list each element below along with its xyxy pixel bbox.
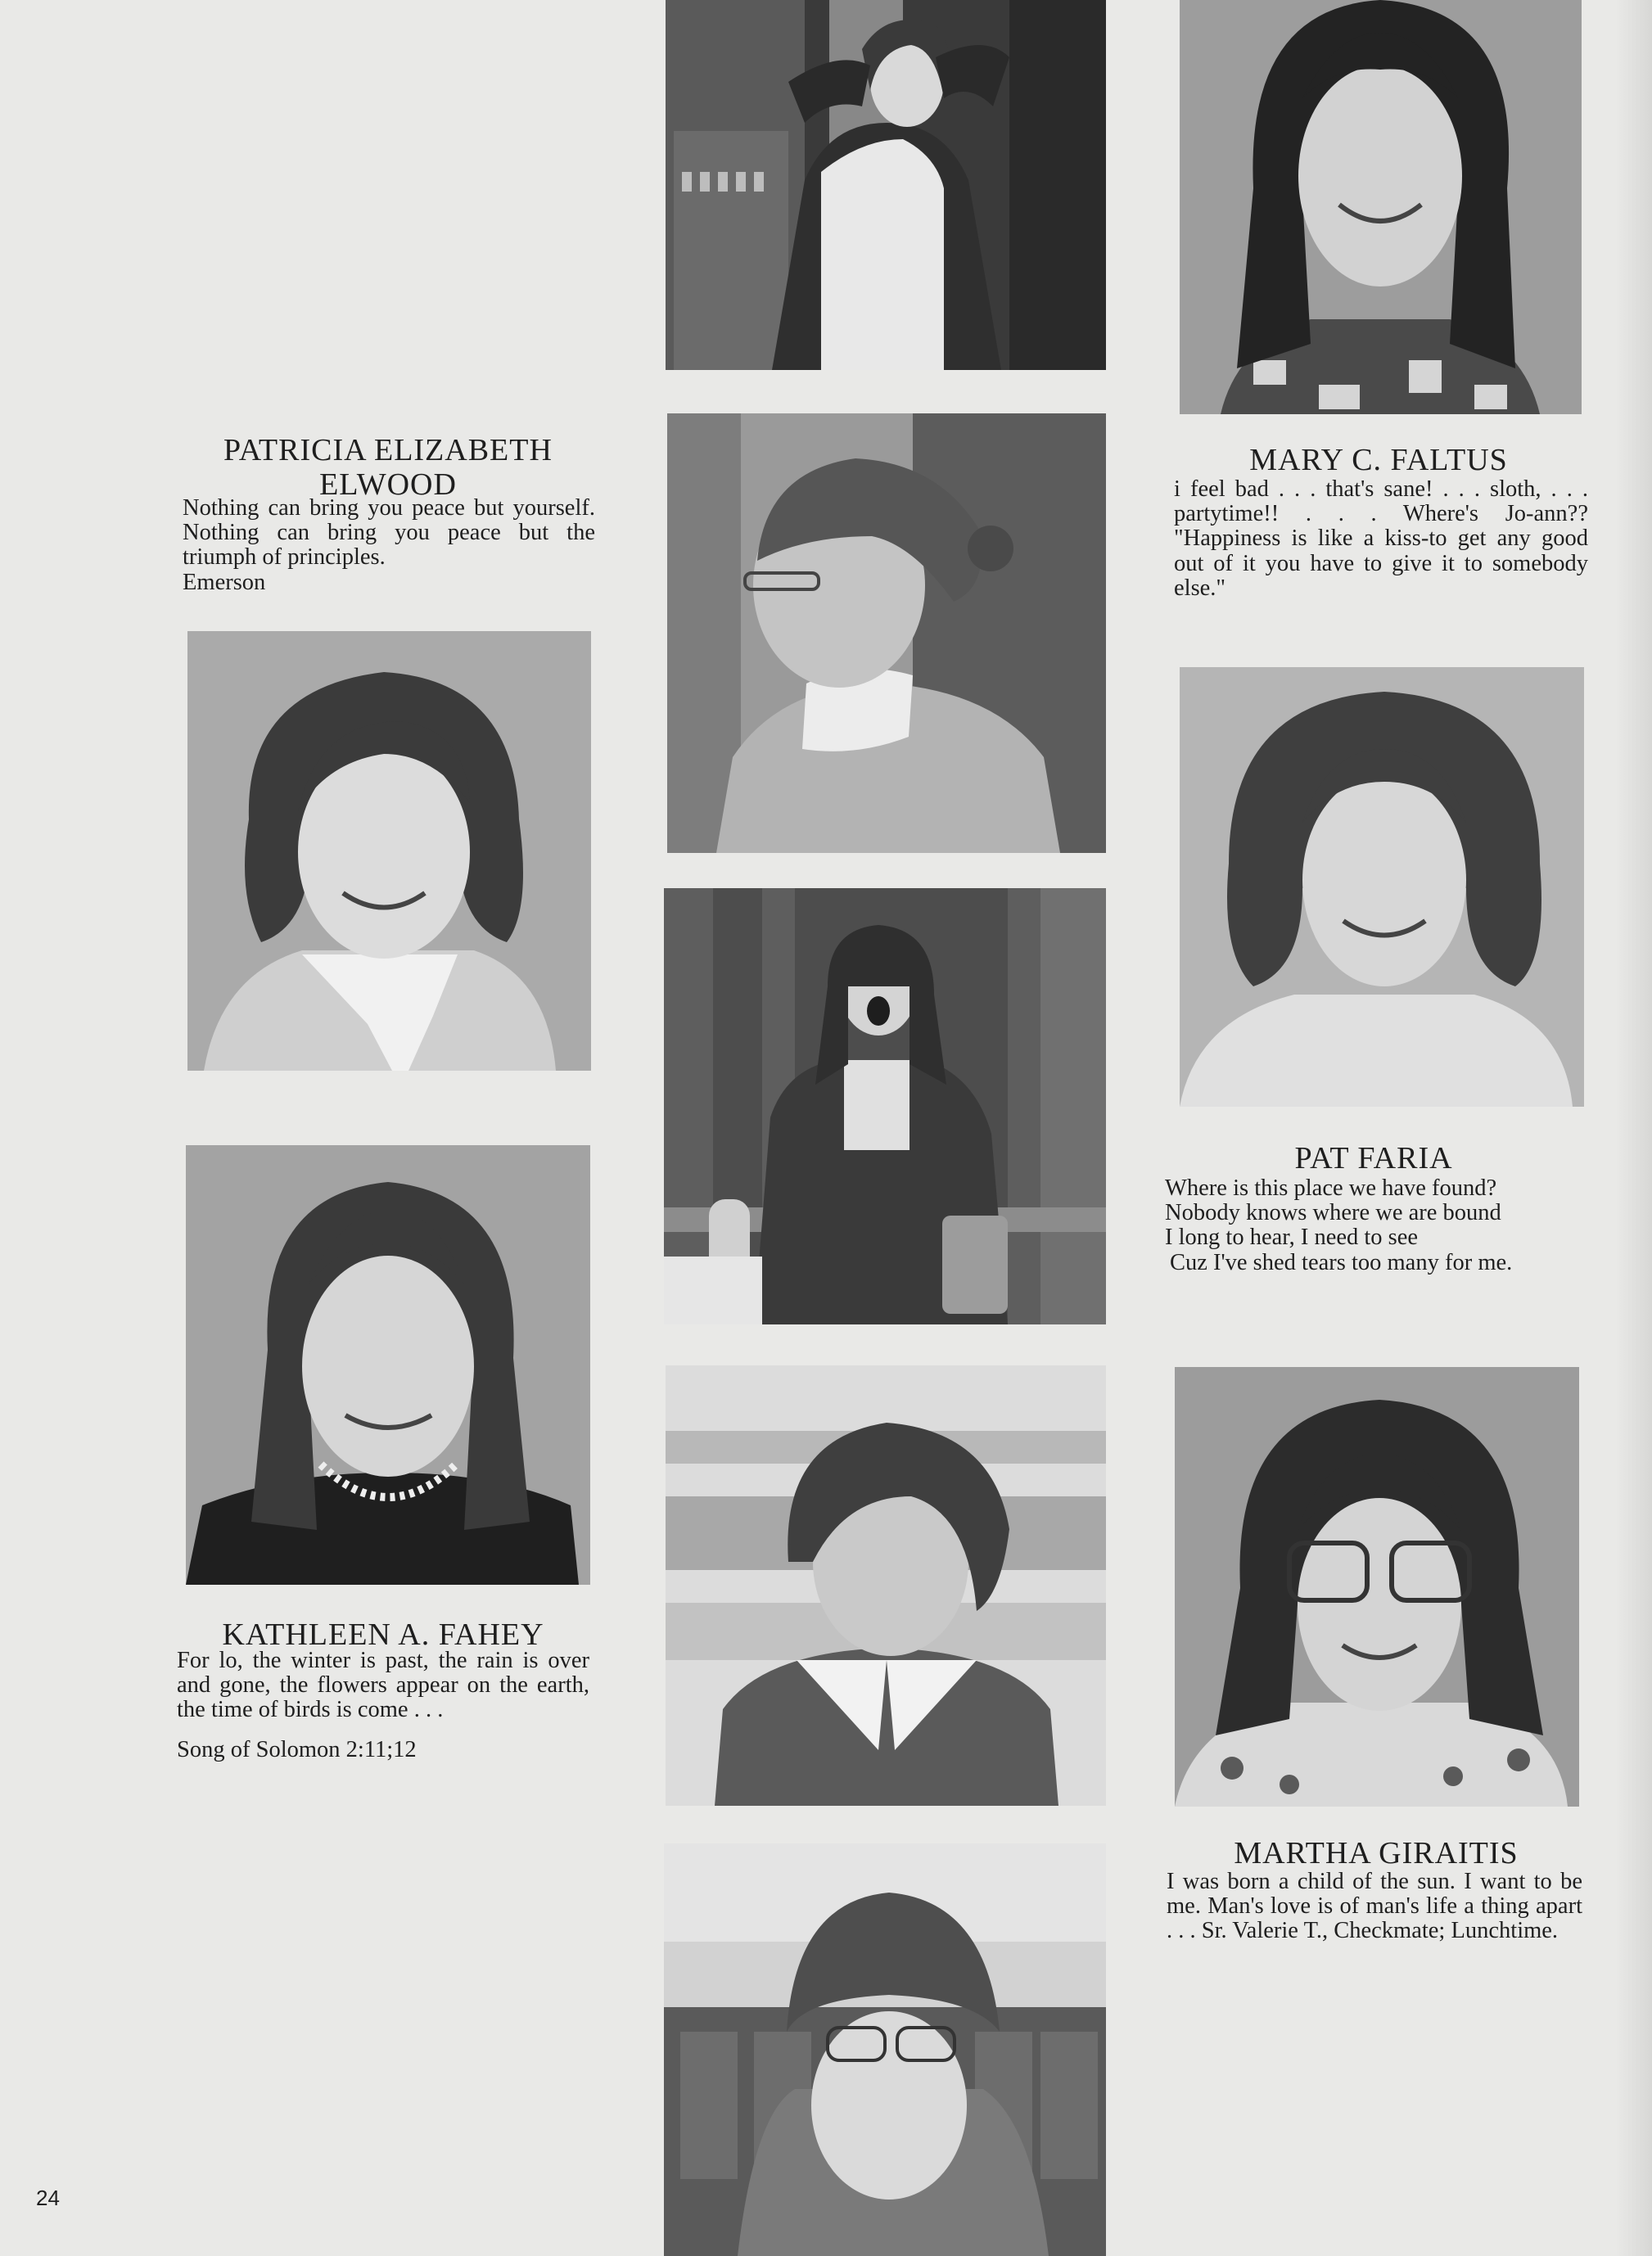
student-quote: I was born a child of the sun. I want to be me. Man's love is of man's life a thing apart . . . Sr. Valerie T., Checkmate; Lunchtime. bbox=[1167, 1869, 1582, 1944]
student-quote bbox=[183, 496, 595, 595]
student-name: KATHLEEN A. FAHEY bbox=[222, 1618, 544, 1652]
student-name: PATRICIA ELIZABETH ELWOOD bbox=[223, 433, 553, 502]
student-quote bbox=[1165, 1176, 1607, 1275]
quote-attribution: Song of Solomon 2:11;12 bbox=[177, 1736, 417, 1762]
quote-line: Cuz I've shed tears too many for me. bbox=[1170, 1249, 1513, 1275]
quote-line: I long to hear, I need to see bbox=[1165, 1225, 1419, 1251]
student-name: PAT FARIA bbox=[1294, 1141, 1453, 1175]
quote-text: Nothing can bring you peace but yourself. Nothing can bring you peace but the triumph of principles. bbox=[183, 495, 595, 571]
candid-photo-yawning bbox=[664, 888, 1106, 1324]
page-number: 24 bbox=[36, 2186, 60, 2210]
page-edge-shadow bbox=[1616, 0, 1652, 2256]
portrait-kathleen-fahey bbox=[186, 1145, 590, 1585]
portrait-patricia-elwood bbox=[187, 631, 591, 1071]
quote-line: Nobody knows where we are bound bbox=[1165, 1200, 1501, 1226]
candid-photo-knit-hat bbox=[664, 1843, 1106, 2256]
student-name: MARTHA GIRAITIS bbox=[1234, 1836, 1519, 1870]
candid-photo-collar bbox=[666, 1365, 1106, 1806]
portrait-mary-faltus bbox=[1180, 0, 1582, 414]
quote-text: For lo, the winter is past, the rain is over and gone, the flowers appear on the earth, the time of birds is come . . . bbox=[177, 1648, 589, 1723]
portrait-martha-giraitis bbox=[1175, 1367, 1579, 1807]
quote-attribution: Emerson bbox=[183, 569, 266, 595]
candid-photo-stretching bbox=[666, 0, 1106, 370]
student-quote bbox=[177, 1649, 589, 1762]
student-quote: i feel bad . . . that's sane! . . . sloth, . . . partytime!! . . . Where's Jo-ann?? "Happiness is like a kiss-to get any good out of it you have to give it to somebody else." bbox=[1174, 476, 1588, 601]
candid-photo-profile bbox=[667, 413, 1106, 853]
student-name: MARY C. FALTUS bbox=[1249, 443, 1508, 477]
portrait-pat-faria bbox=[1180, 667, 1584, 1107]
quote-line: Where is this place we have found? bbox=[1165, 1175, 1497, 1201]
